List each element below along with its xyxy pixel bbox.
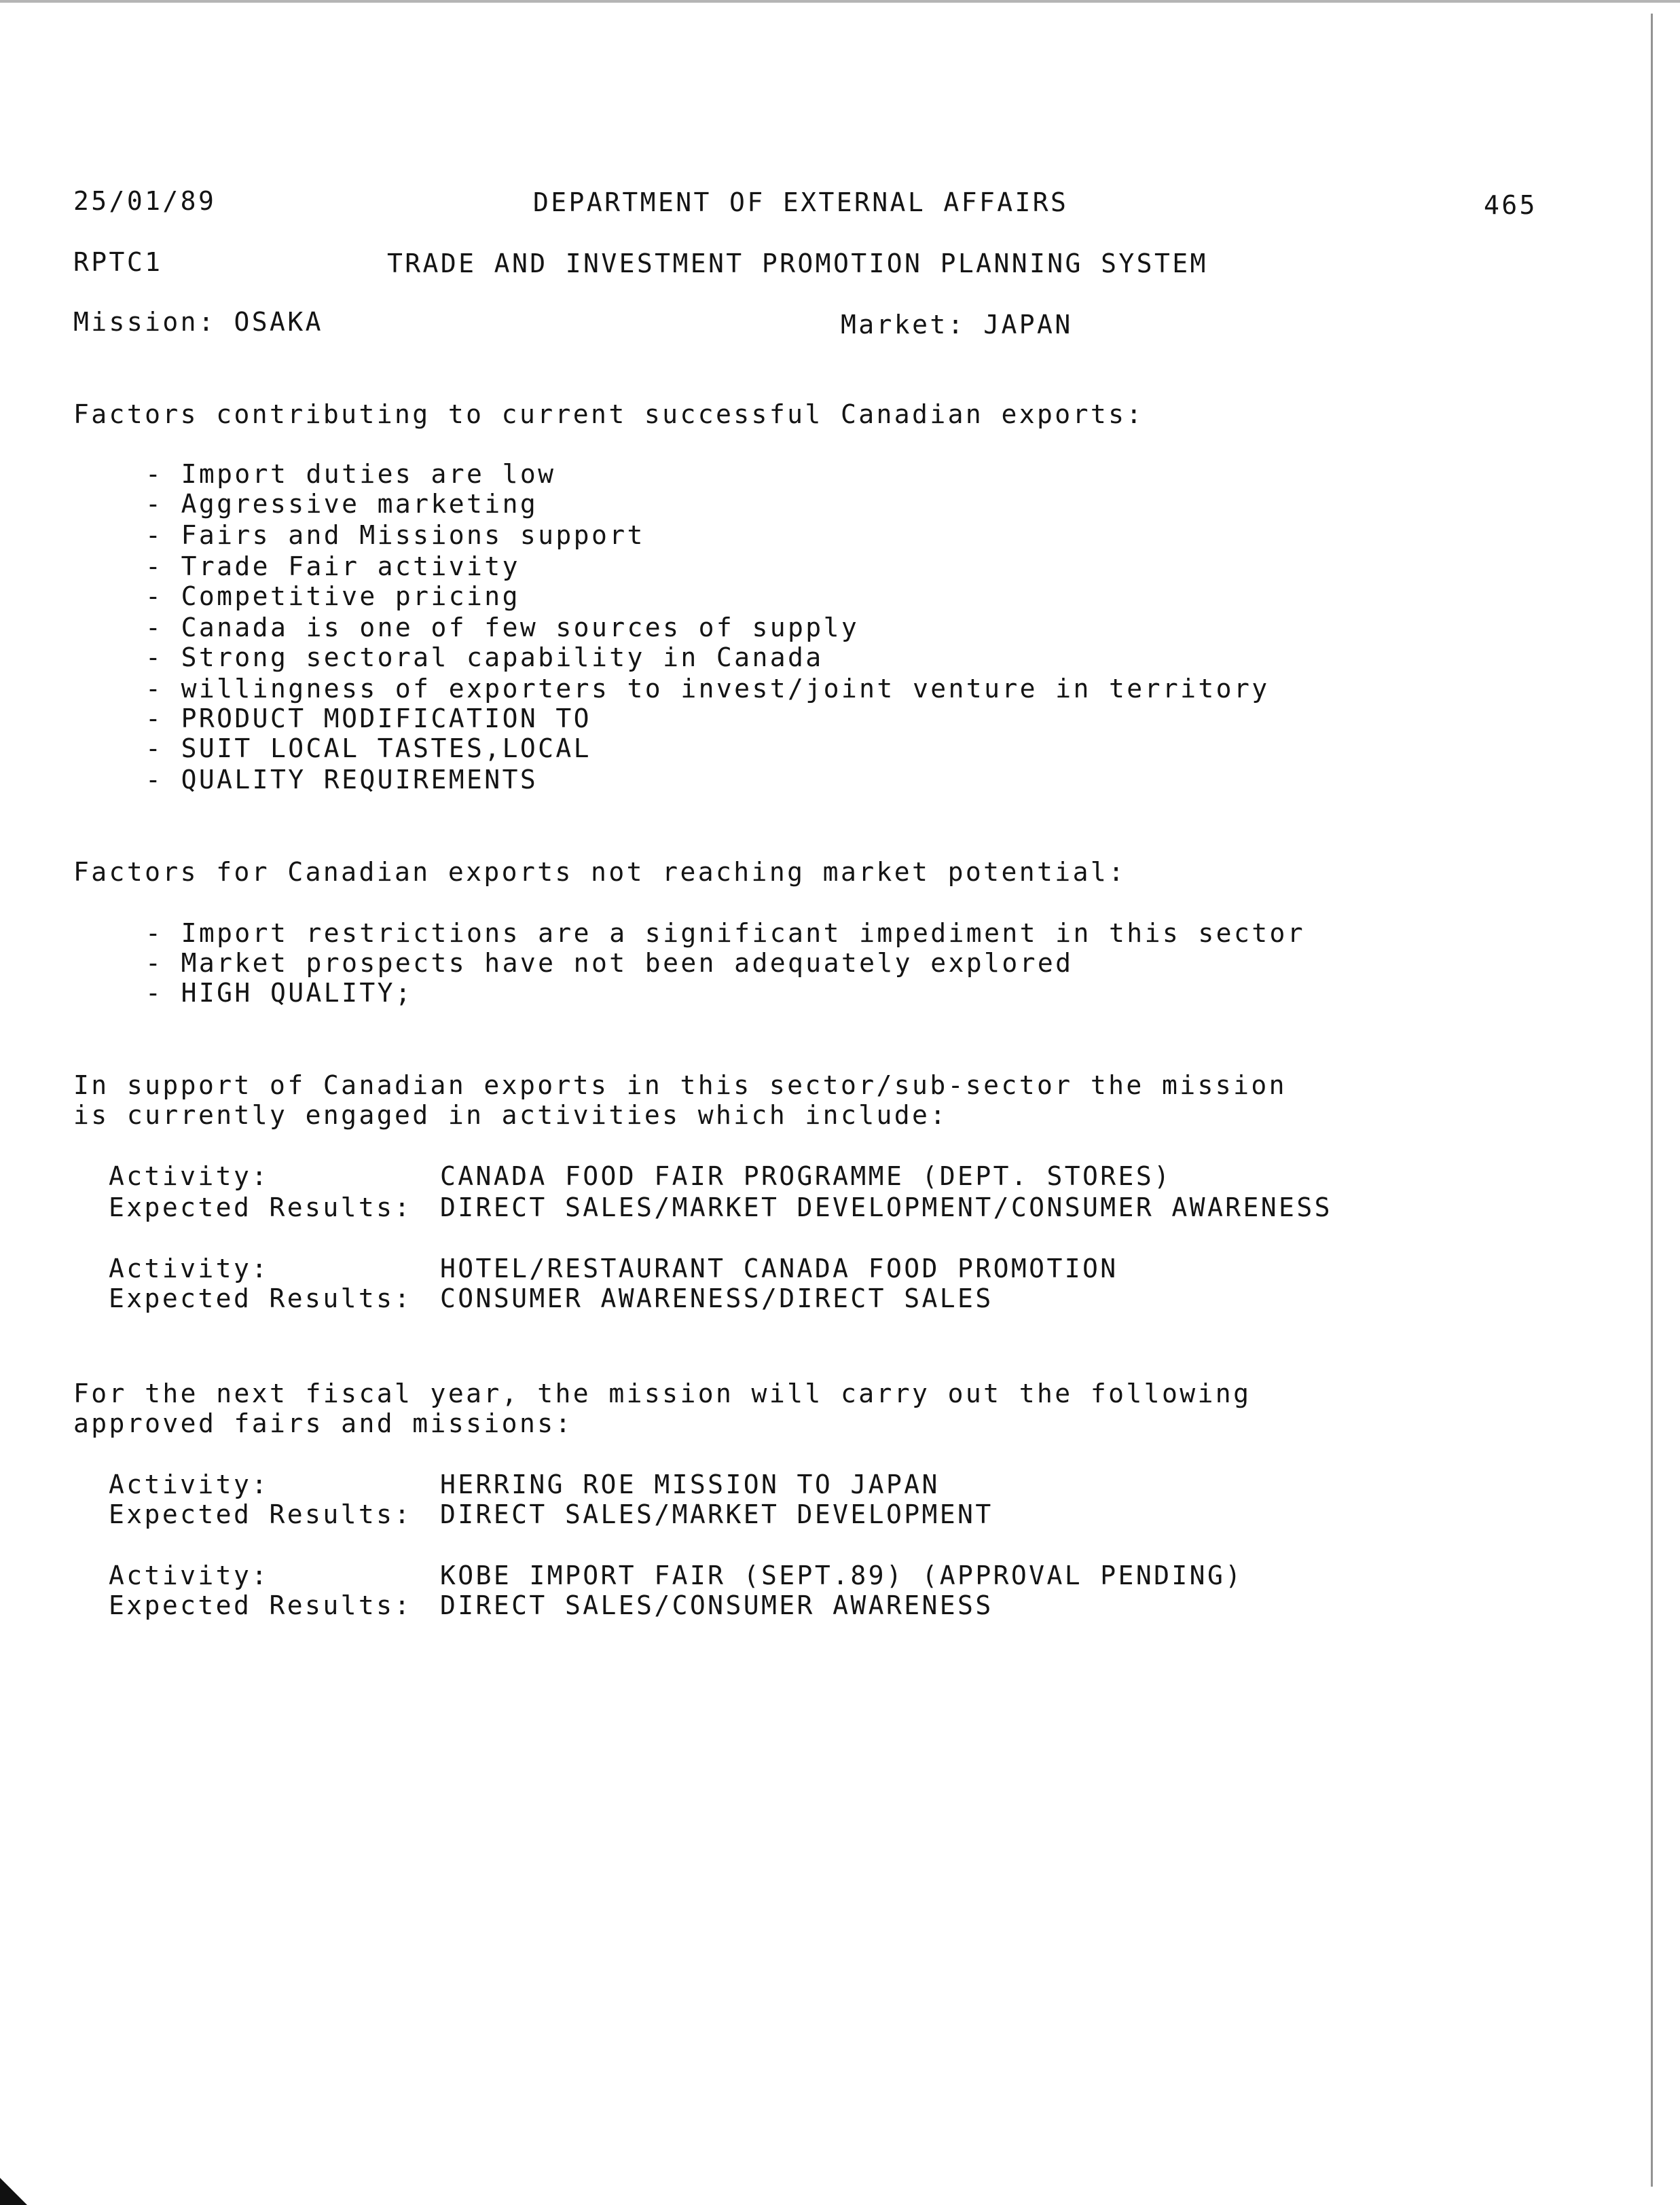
- report-code: RPTC1: [73, 247, 163, 277]
- activity-row: [109, 1254, 1118, 1283]
- results-value: DIRECT SALES/MARKET DEVELOPMENT: [440, 1499, 993, 1529]
- activity-label: Activity:: [109, 1161, 270, 1191]
- success-factor-item: - Fairs and Missions support: [145, 520, 645, 550]
- page-top-edge: [0, 0, 1680, 3]
- barrier-factor-item: - Import restrictions are a significant impediment in this sector: [145, 918, 1305, 948]
- page-right-edge: [1651, 14, 1653, 2187]
- activity-label: Activity:: [109, 1470, 270, 1499]
- success-factor-item: - Strong sectoral capability in Canada: [145, 642, 824, 672]
- success-factor-item: - willingness of exporters to invest/joint venture in territory: [145, 674, 1270, 704]
- success-factor-item: - Competitive pricing: [145, 581, 520, 611]
- results-label: Expected Results:: [109, 1192, 412, 1222]
- page-corner-mark: [0, 2178, 27, 2205]
- page-number: 465: [1484, 190, 1537, 220]
- barrier-factor-item: - HIGH QUALITY;: [145, 978, 413, 1008]
- results-label: Expected Results:: [109, 1283, 412, 1313]
- activity-value: CANADA FOOD FAIR PROGRAMME (DEPT. STORES): [440, 1161, 1172, 1191]
- success-factor-item: - PRODUCT MODIFICATION TO: [145, 704, 591, 733]
- activity-row: [109, 1161, 1171, 1191]
- results-row: [109, 1590, 993, 1620]
- current-activities-heading-line1: In support of Canadian exports in this sector/sub-sector the mission: [73, 1070, 1287, 1100]
- success-factor-item: - QUALITY REQUIREMENTS: [145, 765, 538, 795]
- activity-label: Activity:: [109, 1254, 270, 1283]
- activity-row: [109, 1561, 1243, 1590]
- success-factor-item: - SUIT LOCAL TASTES,LOCAL: [145, 733, 591, 763]
- success-factor-item: - Import duties are low: [145, 459, 555, 489]
- mission-label: Mission: OSAKA: [73, 307, 323, 337]
- activity-value: HERRING ROE MISSION TO JAPAN: [440, 1470, 940, 1499]
- results-row: [109, 1192, 1332, 1222]
- success-factor-item: - Trade Fair activity: [145, 551, 520, 581]
- success-factors-heading: Factors contributing to current successful Canadian exports:: [73, 399, 1144, 429]
- results-row: [109, 1283, 993, 1313]
- next-year-heading-line2: approved fairs and missions:: [73, 1408, 573, 1438]
- activity-label: Activity:: [109, 1561, 270, 1590]
- barrier-factors-heading: Factors for Canadian exports not reaching market potential:: [73, 857, 1127, 887]
- activity-value: HOTEL/RESTAURANT CANADA FOOD PROMOTION: [440, 1254, 1118, 1283]
- results-value: DIRECT SALES/MARKET DEVELOPMENT/CONSUMER AWARENESS: [440, 1192, 1332, 1222]
- barrier-factor-item: - Market prospects have not been adequately explored: [145, 948, 1073, 978]
- department-title: DEPARTMENT OF EXTERNAL AFFAIRS: [533, 187, 1069, 217]
- system-title: TRADE AND INVESTMENT PROMOTION PLANNING SYSTEM: [387, 249, 1208, 278]
- activity-value: KOBE IMPORT FAIR (SEPT.89) (APPROVAL PENDING): [440, 1561, 1243, 1590]
- market-label: Market: JAPAN: [841, 310, 1073, 340]
- activity-row: [109, 1470, 940, 1499]
- results-row: [109, 1499, 993, 1529]
- success-factor-item: - Aggressive marketing: [145, 489, 538, 519]
- results-label: Expected Results:: [109, 1499, 412, 1529]
- current-activities-heading-line2: is currently engaged in activities which include:: [73, 1100, 948, 1130]
- success-factor-item: - Canada is one of few sources of supply: [145, 613, 859, 642]
- results-value: DIRECT SALES/CONSUMER AWARENESS: [440, 1590, 993, 1620]
- report-date: 25/01/89: [73, 186, 217, 216]
- next-year-heading-line1: For the next fiscal year, the mission will carry out the following: [73, 1379, 1252, 1408]
- results-label: Expected Results:: [109, 1590, 412, 1620]
- results-value: CONSUMER AWARENESS/DIRECT SALES: [440, 1283, 993, 1313]
